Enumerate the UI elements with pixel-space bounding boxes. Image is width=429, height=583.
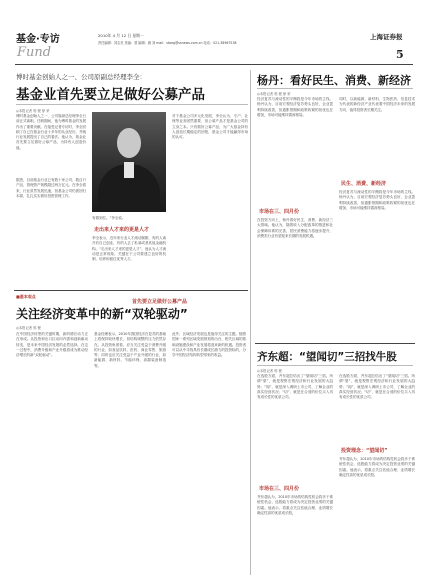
article-text: 此外，区域经济发展也是值得关注的主题。随着国家一系列区域发展规划的出台，相关区域的基础设施建设和产业发展将迎来新的机遇。投资者可以从中寻找具有长期成长潜力的投资标的，分享中国经济结构转型带来的收益。: [172, 332, 246, 358]
article-tag: ■基本观点: [16, 294, 36, 299]
section-rule: [255, 343, 415, 344]
column-divider: [250, 70, 251, 575]
article-text: 据悉，目前基金行业已有数十家公司、数百只产品，管理资产规模超过两万亿元。在李全看来，行业虽然发展迅速，但基金公司仍需回归本源，扎扎实实做好投资管理工作。: [16, 178, 86, 198]
article-subhead: 首先要立足做好公募产品: [132, 299, 188, 305]
page-number: 5: [396, 48, 404, 61]
article-text: 在选股方面，齐东超总结出了“望闻切”三招。所谓“望”，就是观察宏观经济和行业发展的大趋势；“闻”，就是深入调研上市公司，了解企业的真实经营状况；“切”，就是在合适的价位买入具有成长性的优质公司。: [257, 374, 333, 400]
article-text: 对于基金公司多元化发展，李全认为，专户、社保等业务固然重要，但公募产品才是基金公司的立身之本。只有做好公募产品，为广大基金持有人创造长期稳定的回报，基金公司才能赢得市场的认可。: [172, 114, 248, 140]
headline-rule: [16, 104, 248, 105]
article-byline: ◎本报记者 郭 俊 徐 荣: [16, 109, 50, 113]
article-subhead: 投资理念：“望闻切”: [341, 448, 388, 454]
article-text: 同时，以新能源、新材料、生物医药、信息技术为代表的新经济产业代表着中国经济未来的发展方向，值得投资者长期关注。: [339, 97, 415, 112]
masthead: [0, 0, 429, 70]
right-top-article: [255, 66, 415, 341]
photo-collar: [124, 162, 134, 178]
masthead-date: 2010年 4 月 12 日 星期一: [98, 33, 144, 38]
article-kicker: 博时基金创始人之一、公司原副总经理李全：: [16, 73, 146, 81]
article-headline: 齐东超：“望闻切”三招找牛股: [257, 351, 397, 363]
article-byline: ◎本报记者 郭 俊 徐 荣: [257, 92, 291, 96]
masthead-rule: [15, 64, 413, 65]
section-title-en: Fund: [17, 45, 52, 60]
article-subhead: 市场在三、四月份: [259, 209, 300, 215]
section-title: 基金·专访: [16, 34, 60, 45]
masthead-editor: 责任编辑：刘志亮 美编：曾 编辑：顾 刘 mail：stoeg@ssnews.com.cn 电话：021-38967538: [98, 41, 237, 45]
article-text: 李全表示，近年来行业人才流动频繁，有的人离开后自己创业，有的人去了私募或者其他金融机构。“走出来人才来的更是人才”，他认为人才流动是正常现象，关键在于公司要建立良好的机制，培养和留住优秀人才。: [92, 236, 166, 262]
article-subhead: 民生、消费、新经济: [341, 181, 387, 187]
right-bottom-article: [255, 343, 415, 579]
article-headline: 杨丹：看好民生、消费、新经济: [257, 74, 411, 87]
portrait-photo: [92, 112, 166, 212]
article-text: 齐东超认为，2010年市场的结构性机会将多于系统性机会，选股能力将成为决定投资业绩的关键因素。他表示，将重点关注估值合理、业绩增长确定性高的优质成长股。: [339, 457, 415, 477]
article-subhead: 市场在三、四月份: [259, 486, 300, 492]
left-bottom-article: [14, 290, 248, 580]
article-text: 在中国经济转型的关键时期，新的增长动力正在形成。从投资和出口拉动向内需和创新驱动转变，是未来中国经济发展的必然选择。在这一过程中，消费升级和产业升级将成为推动经济增长的新“双轮驱动”。: [16, 332, 88, 358]
article-subhead: 走出来人才来的更是人才: [94, 227, 150, 233]
article-headline: 关注经济变革中的新“双轮驱动”: [16, 307, 188, 321]
headline-rule: [257, 365, 413, 366]
section-rule: [14, 290, 248, 291]
headline-rule: [257, 88, 413, 89]
article-text: 经济复苏与流动性的平衡将是今年市场的主线。杨丹认为，目前宏观经济复苏势头良好，企业盈利持续改善，但通胀预期和政策收紧的担忧也在增加，市场可能维持震荡格局。: [339, 190, 415, 210]
article-text: 基金经理表示，2010年我国经济在复苏的基础上将保持较快增长，但结构调整的压力依然存在。从投资角度看，应当关注受益于消费升级的行业，如食品饮料、医药、商业零售、旅游等；同时也应关注受益于产业升级的行业，如新能源、新材料、节能环保、高端装备制造等。: [94, 332, 166, 368]
article-text: 齐东超认为，2010年市场的结构性机会将多于系统性机会，选股能力将成为决定投资业绩的关键因素。他表示，将重点关注估值合理、业绩增长确定性高的优质成长股。: [257, 495, 333, 515]
article-text: 在投资方向上，杨丹看好民生、消费、新经济三大领域。他认为，随着收入分配改革的推进和社会保障体系的完善，居民消费能力将逐步提升，消费类行业有望迎来长期的发展机遇。: [257, 218, 333, 238]
photo-face: [117, 128, 141, 158]
article-byline: ◎本报记者 郭 俊: [257, 369, 282, 373]
article-text: 博时基金创始人之一、公司原副总经理李全日前正式离职。任职期间，他为博时基金的发展作出了重要贡献。在接受记者专访时，李全回顾了自己在基金行业十多年的从业经历，并就行业发展提出了自己的看法。他认为，基金业首先要立足做好公募产品，为持有人创造价值。: [16, 114, 86, 150]
article-headline: 基金业首先要立足做好公募产品: [16, 87, 205, 103]
article-text: 在选股方面，齐东超总结出了“望闻切”三招。所谓“望”，就是观察宏观经济和行业发展的大趋势；“闻”，就是深入调研上市公司，了解企业的真实经营状况；“切”，就是在合适的价位买入具有成长性的优质公司。: [339, 374, 415, 400]
article-quote: 有做到位。”李全说。: [92, 216, 126, 220]
article-byline: ◎本报记者 郭 俊: [16, 326, 41, 330]
article-text: 经济复苏与流动性的平衡将是今年市场的主线。杨丹认为，目前宏观经济复苏势头良好，企业盈利持续改善，但通胀预期和政策收紧的担忧也在增加，市场可能维持震荡格局。: [257, 97, 333, 117]
paper-name: 上海证券报: [370, 33, 403, 41]
